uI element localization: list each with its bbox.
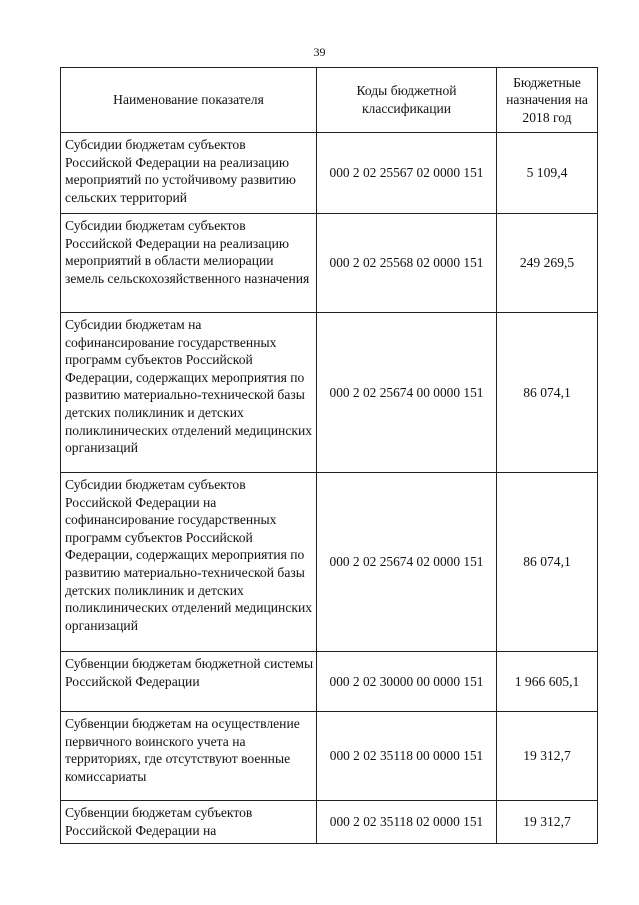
- row-code: 000 2 02 35118 02 0000 151: [317, 801, 497, 844]
- table-row: [61, 801, 598, 844]
- row-name: Субсидии бюджетам субъектов Российской Федерации на софинансирование государственных программ субъектов Российской Федерации, содержащих мероприятия по развитию материально-технической базы детских поликлиник и детских поликлинических отделений медицинских организаций: [61, 473, 317, 652]
- table-row: [61, 712, 598, 801]
- row-code: 000 2 02 25674 00 0000 151: [317, 313, 497, 473]
- row-amount: 86 074,1: [497, 473, 598, 652]
- row-code: 000 2 02 30000 00 0000 151: [317, 652, 497, 712]
- header-budget-allocations: Бюджетные назначения на 2018 год: [497, 68, 598, 133]
- row-amount: 19 312,7: [497, 801, 598, 844]
- table-row: [61, 313, 598, 473]
- row-amount: 1 966 605,1: [497, 652, 598, 712]
- table-row: [61, 133, 598, 214]
- table-header-row: [61, 68, 598, 133]
- row-amount: 5 109,4: [497, 133, 598, 214]
- row-code: 000 2 02 25567 02 0000 151: [317, 133, 497, 214]
- row-name: Субвенции бюджетам бюджетной системы Российской Федерации: [61, 652, 317, 712]
- header-budget-codes: Коды бюджетной классификации: [317, 68, 497, 133]
- row-amount: 19 312,7: [497, 712, 598, 801]
- row-code: 000 2 02 25674 02 0000 151: [317, 473, 497, 652]
- row-name: Субсидии бюджетам субъектов Российской Федерации на реализацию мероприятий по устойчивому развитию сельских территорий: [61, 133, 317, 214]
- table-row: [61, 473, 598, 652]
- table-row: [61, 652, 598, 712]
- header-indicator-name: Наименование показателя: [61, 68, 317, 133]
- row-code: 000 2 02 25568 02 0000 151: [317, 214, 497, 313]
- page-number: 39: [313, 45, 326, 59]
- row-amount: 249 269,5: [497, 214, 598, 313]
- row-name: Субвенции бюджетам на осуществление первичного воинского учета на территориях, где отсутствуют военные комиссариаты: [61, 712, 317, 801]
- budget-table: [60, 67, 598, 844]
- row-name: Субсидии бюджетам на софинансирование государственных программ субъектов Российской Федерации, содержащих мероприятия по развитию материально-технической базы детских поликлиник и детских поликлинических отделений медицинских организаций: [61, 313, 317, 473]
- row-name: Субвенции бюджетам субъектов Российской Федерации на: [61, 801, 317, 844]
- row-name: Субсидии бюджетам субъектов Российской Федерации на реализацию мероприятий в области мелиорации земель сельскохозяйственного назначения: [61, 214, 317, 313]
- table-row: [61, 214, 598, 313]
- row-code: 000 2 02 35118 00 0000 151: [317, 712, 497, 801]
- row-amount: 86 074,1: [497, 313, 598, 473]
